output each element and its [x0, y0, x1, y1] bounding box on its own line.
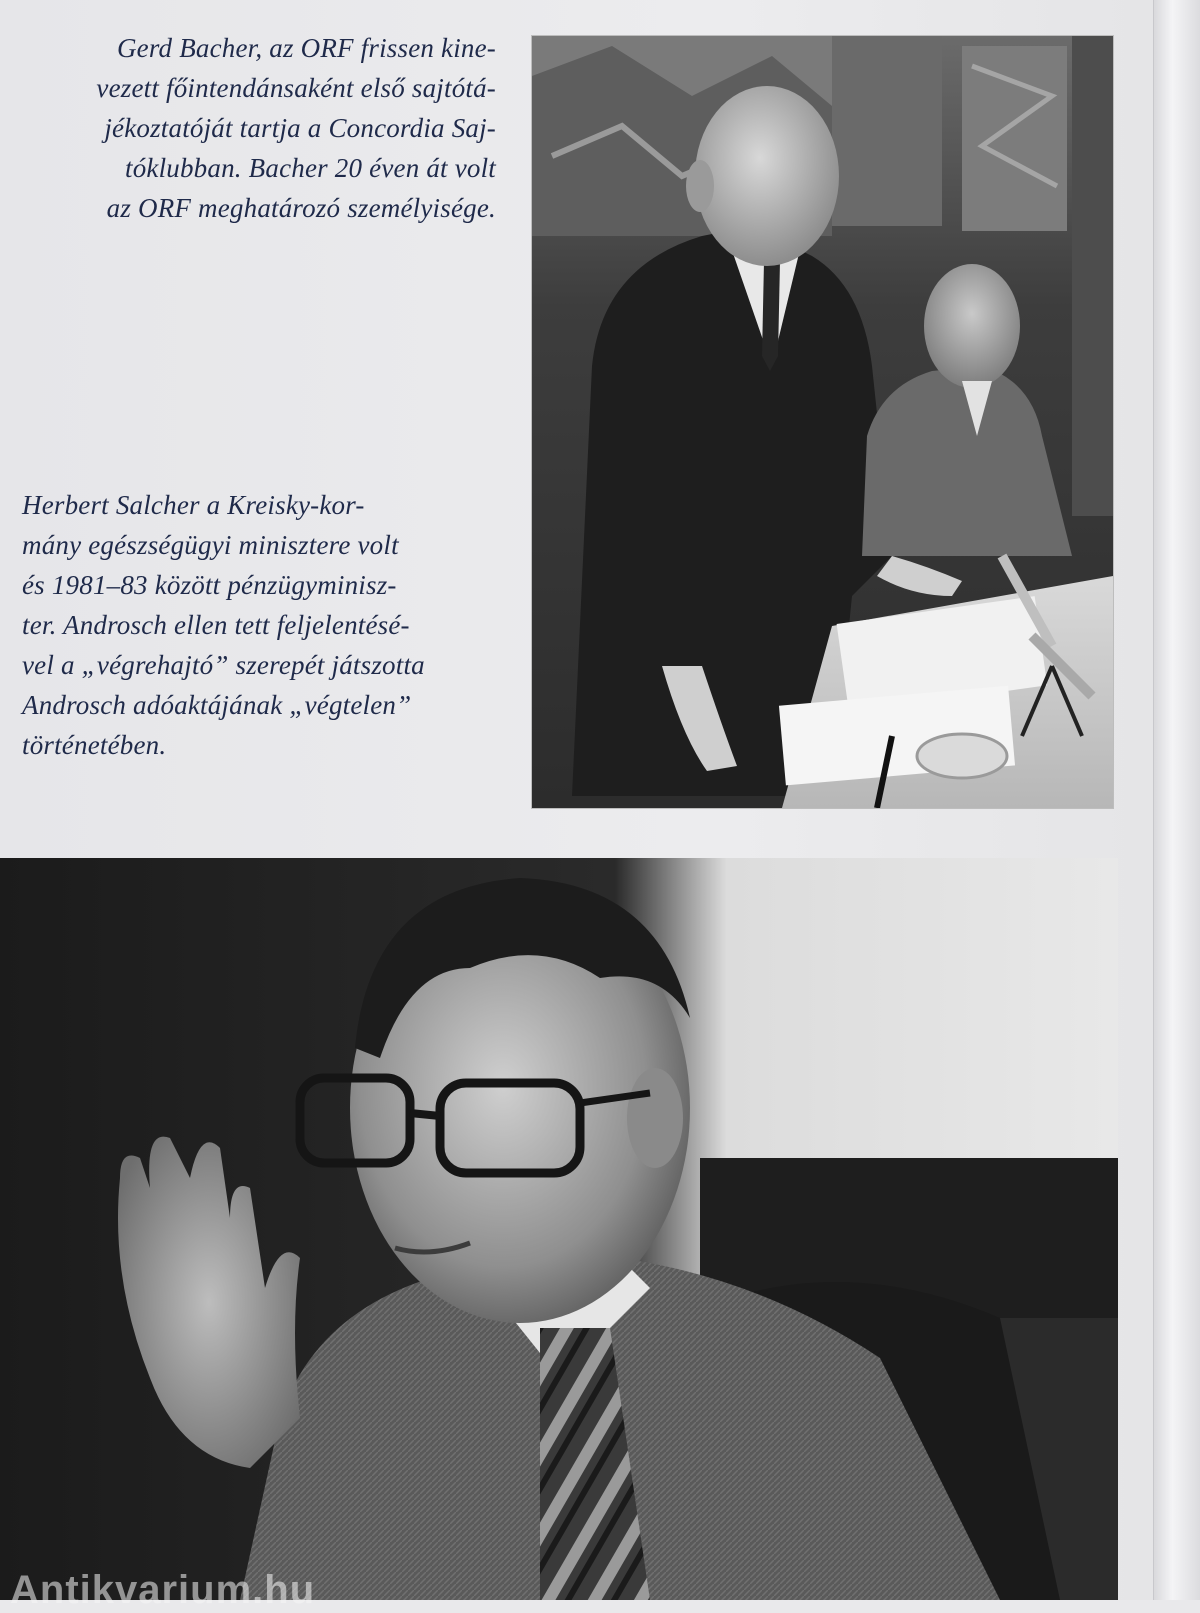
photo-portrait-image	[0, 858, 1118, 1600]
next-page-edge	[1153, 0, 1200, 1600]
caption-line: Herbert Salcher a Kreisky-kor-	[22, 490, 365, 520]
caption-line: mány egészségügyi minisztere volt	[22, 530, 399, 560]
caption-line: az ORF meghatározó személyisége.	[106, 193, 496, 223]
caption-line: történetében.	[22, 730, 167, 760]
caption-line: Gerd Bacher, az ORF frissen kine-	[116, 33, 496, 63]
caption-bacher	[26, 28, 496, 228]
watermark-logo: Antikvarium.hu	[10, 1568, 316, 1612]
photo-press-conference-image	[532, 36, 1113, 808]
caption-line: tóklubban. Bacher 20 éven át volt	[125, 153, 496, 183]
caption-line: ter. Androsch ellen tett feljelentésé-	[22, 610, 410, 640]
caption-line: és 1981–83 között pénzügyminisz-	[22, 570, 397, 600]
photo-portrait	[0, 858, 1118, 1600]
caption-line: vel a „végrehajtó” szerepét játszotta	[22, 650, 425, 680]
caption-line: Androsch adóaktájának „végtelen”	[22, 690, 412, 720]
caption-line: vezett főintendánsaként első sajtótá-	[96, 73, 496, 103]
photo-press-conference	[532, 36, 1113, 808]
caption-salcher	[22, 485, 482, 765]
caption-line: jékoztatóját tartja a Concordia Saj-	[104, 113, 496, 143]
